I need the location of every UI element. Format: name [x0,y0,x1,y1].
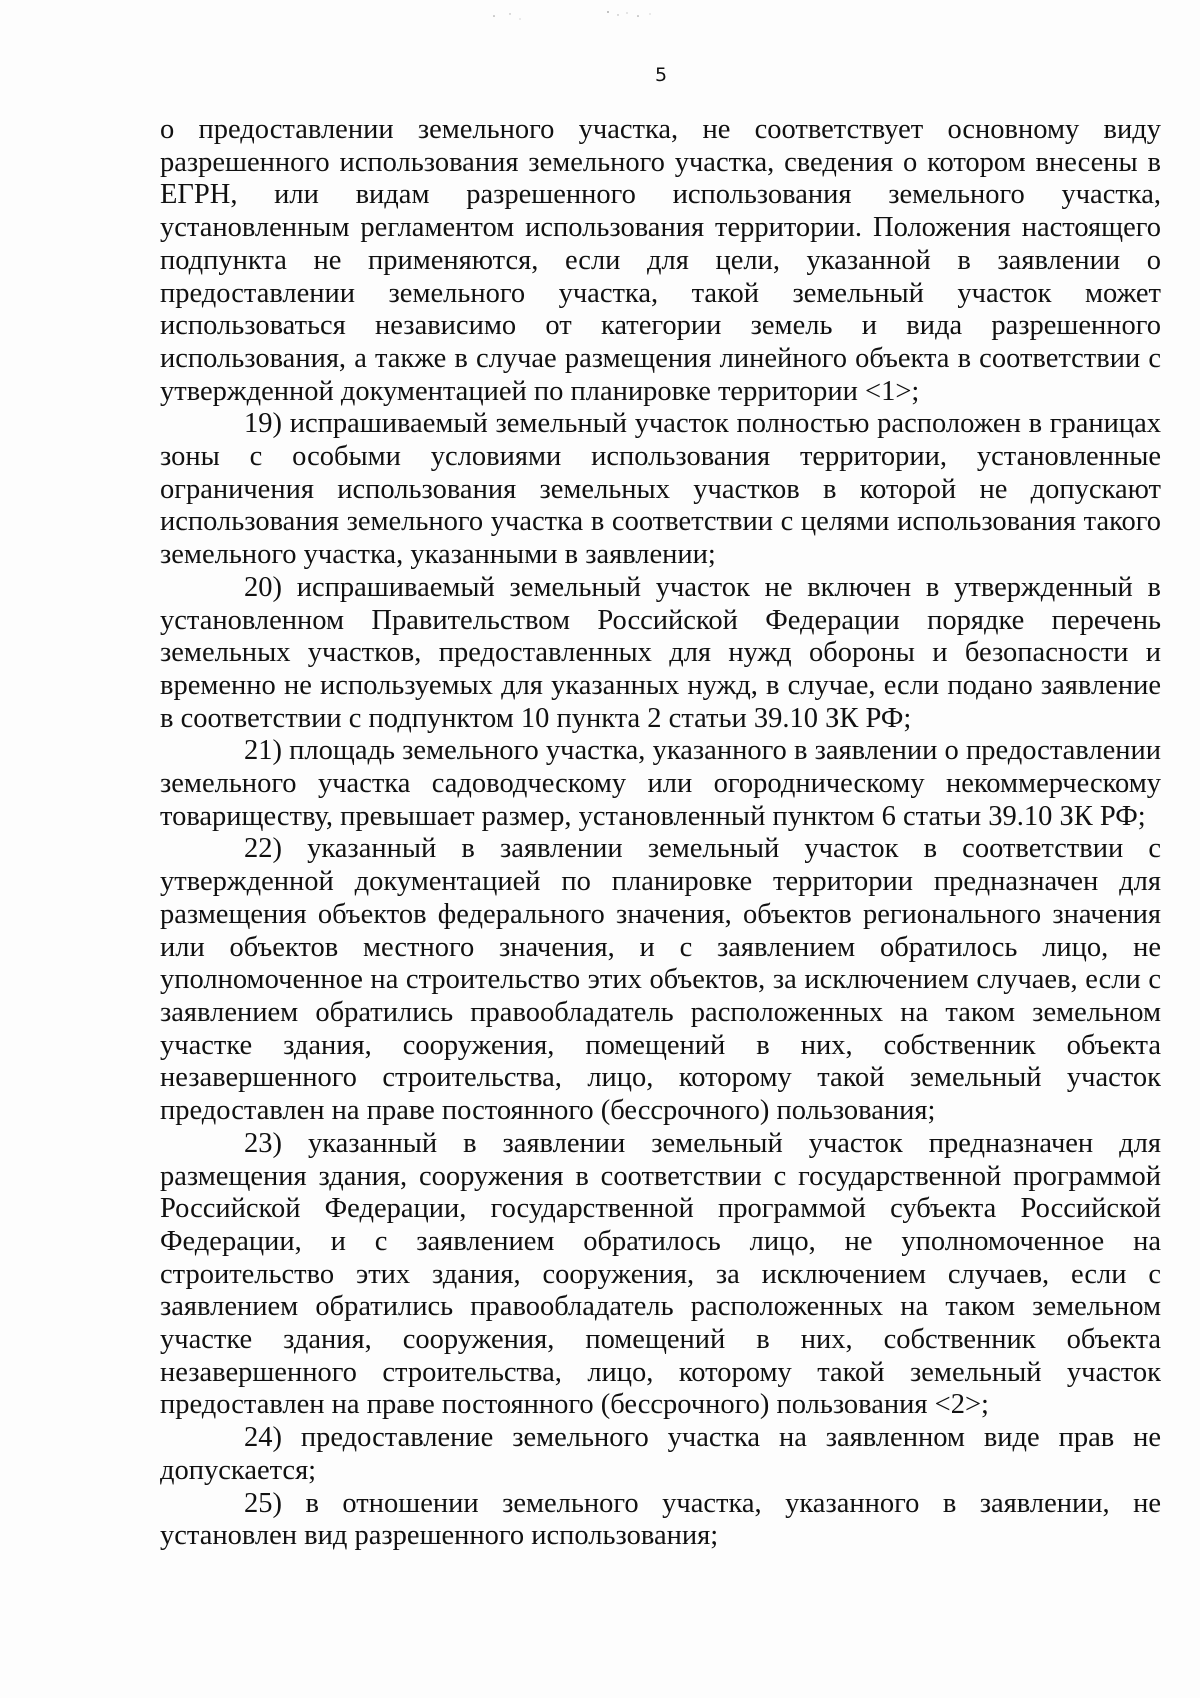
paragraph-item-25: 25) в отношении земельного участка, указанного в заявлении, не установлен вид разрешенного использования; [160,1487,1161,1552]
paragraph-item-19: 19) испрашиваемый земельный участок полностью расположен в границах зоны с особыми условиями использования территории, установленные ограничения использования земельных участков в которой не допускают использования земельного участка в соответствии с целями использования такого земельного участка, указанными в заявлении; [160,408,1161,571]
paragraph-item-24: 24) предоставление земельного участка на заявленном виде прав не допускается; [160,1422,1161,1486]
document-body [160,114,1161,1553]
scan-artifact-specks [490,6,710,26]
paragraph-item-22: 22) указанный в заявлении земельный участок в соответствии с утвержденной документацией по планировке территории предназначен для размещения объектов федерального значения, объектов регионального значения или объектов местного значения, и с заявлением обратилось лицо, не уполномоченное на строительство этих объектов, за исключением случаев, если с заявлением обратились правообладатель расположенных на таком земельном участке здания, сооружения, помещений в них, собственник объекта незавершенного строительства, лицо, которому такой земельный участок предоставлен на праве постоянного (бессрочного) пользования; [160,833,1161,1127]
paragraph-continuation: о предоставлении земельного участка, не соответствует основному виду разрешенного использования земельного участка, сведения о котором внесены в ЕГРН, или видам разрешенного использования земельного участка, установленным регламентом использования территории. Положения настоящего подпункта не применяются, если для цели, указанной в заявлении о предоставлении земельного участка, такой земельный участок может использоваться независимо от категории земель и вида разрешенного использования, а также в случае размещения линейного объекта в соответствии с утвержденной документацией по планировке территории <1>; [160,114,1161,407]
page-number: 5 [654,64,668,86]
paragraph-item-23: 23) указанный в заявлении земельный участок предназначен для размещения здания, сооружения в соответствии с государственной программой Российской Федерации, государственной программой субъекта Российской Федерации, и с заявлением обратилось лицо, не уполномоченное на строительство этих здания, сооружения, за исключением случаев, если с заявлением обратились правообладатель расположенных на таком земельном участке здания, сооружения, помещений в них, собственник объекта незавершенного строительства, лицо, которому такой земельный участок предоставлен на праве постоянного (бессрочного) пользования <2>; [160,1127,1161,1421]
paragraph-item-20: 20) испрашиваемый земельный участок не включен в утвержденный в установленном Правительством Российской Федерации порядке перечень земельных участков, предоставленных для нужд обороны и безопасности и временно не используемых для указанных нужд, в случае, если подано заявление в соответствии с подпунктом 10 пункта 2 статьи 39.10 ЗК РФ; [160,571,1161,734]
paragraph-item-21: 21) площадь земельного участка, указанного в заявлении о предоставлении земельного участка садоводческому или огородническому некоммерческому товариществу, превышает размер, установленный пунктом 6 статьи 39.10 ЗК РФ; [160,735,1161,832]
